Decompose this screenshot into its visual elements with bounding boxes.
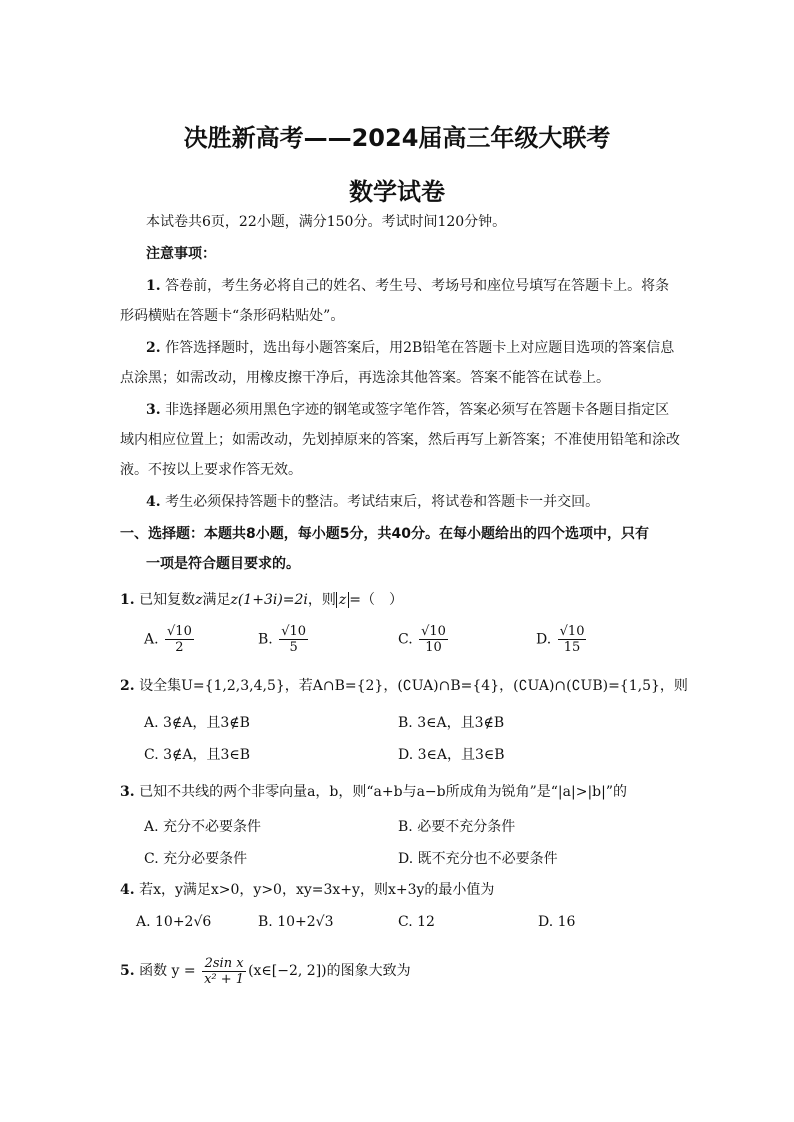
option-label: D. [538, 914, 554, 930]
math-equation: z(1+3i)=2i [230, 592, 308, 608]
fraction-denominator: 2 [175, 640, 184, 655]
notice-item-3-cont1: 域内相应位置上；如需改动，先划掉原来的答案，然后再写上新答案；不准使用铅笔和涂改 [120, 432, 680, 448]
option-text: 16 [557, 914, 576, 930]
option-label: D. [398, 747, 414, 763]
option-text: 3∈A，且3∈B [417, 747, 505, 763]
notice-item-3-cont2: 液。不按以上要求作答无效。 [120, 462, 302, 478]
option-label: D. [398, 851, 414, 867]
fraction-denominator: x² + 1 [204, 971, 245, 987]
math-absolute-value: z [336, 592, 349, 608]
fraction-numerator: √10 [421, 624, 446, 639]
q4-option-a[interactable] [136, 914, 211, 930]
option-label: C. [144, 747, 159, 763]
notice-item-line: 答卷前，考生务必将自己的姓名、考生号、考场号和座位号填写在答题卡上。将条 [165, 278, 670, 294]
q1-option-b[interactable] [258, 624, 310, 655]
fraction-denominator: 15 [563, 640, 581, 655]
q2-option-c[interactable] [144, 744, 250, 764]
option-text: 3∈A，且3∉B [417, 715, 505, 731]
fraction-denominator: 10 [425, 640, 442, 655]
question-stem: =（ ） [349, 592, 404, 608]
notice-item-4 [146, 492, 599, 512]
q2-option-a[interactable] [144, 712, 250, 732]
math-fraction [558, 624, 587, 655]
option-label: C. [398, 631, 413, 648]
option-text: 既不充分也不必要条件 [417, 851, 558, 867]
fraction-numerator: √10 [167, 624, 192, 639]
q3-option-b[interactable] [398, 816, 515, 836]
math-fraction [279, 624, 308, 655]
question-1 [120, 590, 403, 610]
option-label: B. [258, 631, 273, 648]
math-var: z [195, 592, 203, 608]
math-fraction [419, 624, 448, 655]
option-label: A. [144, 631, 159, 648]
question-number: 1. [120, 592, 135, 608]
question-number: 2. [120, 678, 135, 694]
option-text: 12 [417, 914, 435, 930]
question-stem: 设全集U={1,2,3,4,5}，若A∩B={2}，(∁UA)∩B={4}，(∁UA)∩(∁UB)={1,5}，则 [139, 678, 688, 694]
option-label: A. [144, 819, 159, 835]
question-stem: 函数 y = [139, 963, 196, 979]
question-5 [120, 954, 411, 988]
option-text: 10+2√3 [277, 914, 334, 930]
option-label: A. [144, 715, 159, 731]
q3-option-c[interactable] [144, 848, 247, 868]
option-label: A. [136, 914, 151, 930]
notice-item-line: 考生必须保持答题卡的整洁。考试结束后，将试卷和答题卡一并交回。 [165, 494, 600, 510]
intro-text: 本试卷共6页，22小题，满分150分。考试时间120分钟。 [146, 214, 507, 230]
question-number: 3. [120, 784, 135, 800]
option-text: 3∉A，且3∉B [163, 715, 250, 731]
option-label: D. [536, 631, 552, 648]
option-label: C. [398, 914, 413, 930]
question-stem: 已知不共线的两个非零向量a，b，则“a+b与a−b所成角为锐角”是“|a|>|b|”的 [139, 784, 627, 800]
notice-item-3 [146, 400, 669, 420]
option-label: B. [258, 914, 273, 930]
fraction-numerator: √10 [281, 624, 307, 639]
q4-option-d[interactable] [538, 914, 575, 930]
option-text: 3∉A，且3∈B [163, 747, 251, 763]
notice-item-line: 非选择题必须用黑色字迹的钢笔或签字笔作答，答案必须写在答题卡各题目指定区 [165, 402, 670, 418]
fraction-numerator: 2sin x [202, 956, 246, 972]
math-fraction [165, 624, 194, 655]
q1-option-c[interactable] [398, 624, 450, 655]
notice-item-2-cont: 点涂黑；如需改动，用橡皮擦干净后，再选涂其他答案。答案不能答在试卷上。 [120, 370, 610, 386]
fraction-numerator: √10 [559, 624, 585, 639]
notice-item-number: 4. [146, 494, 161, 510]
question-4 [120, 880, 494, 900]
question-number: 4. [120, 882, 135, 898]
question-stem: 满足 [202, 592, 231, 608]
option-text: 充分必要条件 [163, 851, 248, 867]
option-text: 10+2√6 [155, 914, 212, 930]
notice-item-number: 1. [146, 278, 161, 294]
option-text: 充分不必要条件 [163, 819, 262, 835]
q4-option-c[interactable] [398, 914, 435, 930]
question-stem: ，则 [307, 592, 336, 608]
notice-item-line: 作答选择题时，选出每小题答案后，用2B铅笔在答题卡上对应题目选项的答案信息 [165, 340, 675, 356]
notice-item-number: 2. [146, 340, 161, 356]
notice-item-1-cont: 形码横贴在答题卡“条形码粘贴处”。 [120, 308, 345, 324]
question-3 [120, 782, 627, 802]
q1-option-d[interactable] [536, 624, 588, 655]
math-fraction [202, 956, 246, 987]
option-label: C. [144, 851, 159, 867]
question-stem: (x∈[−2, 2])的图象大致为 [248, 963, 411, 979]
option-label: B. [398, 715, 413, 731]
q1-option-a[interactable] [144, 624, 196, 655]
question-stem: 若x，y满足x>0，y>0，xy=3x+y，则x+3y的最小值为 [139, 882, 495, 898]
q2-option-b[interactable] [398, 712, 504, 732]
exam-subtitle: 数学试卷 [349, 178, 445, 206]
question-stem: 已知复数 [139, 592, 196, 608]
q3-option-a[interactable] [144, 816, 261, 836]
question-number: 5. [120, 963, 135, 979]
q3-option-d[interactable] [398, 848, 558, 868]
notice-item-2 [146, 338, 674, 358]
question-2 [120, 676, 688, 696]
notice-item-1 [146, 276, 669, 296]
option-label: B. [398, 819, 413, 835]
fraction-denominator: 5 [289, 640, 298, 655]
q4-option-b[interactable] [258, 914, 333, 930]
notice-heading: 注意事项： [146, 246, 216, 262]
section-heading-cont: 一项是符合题目要求的。 [146, 556, 300, 572]
section-heading: 一、选择题：本题共8小题，每小题5分，共40分。在每小题给出的四个选项中，只有 [120, 526, 649, 542]
notice-item-number: 3. [146, 402, 161, 418]
exam-title: 决胜新高考——2024届高三年级大联考 [183, 124, 611, 152]
q2-option-d[interactable] [398, 744, 505, 764]
option-text: 必要不充分条件 [417, 819, 516, 835]
